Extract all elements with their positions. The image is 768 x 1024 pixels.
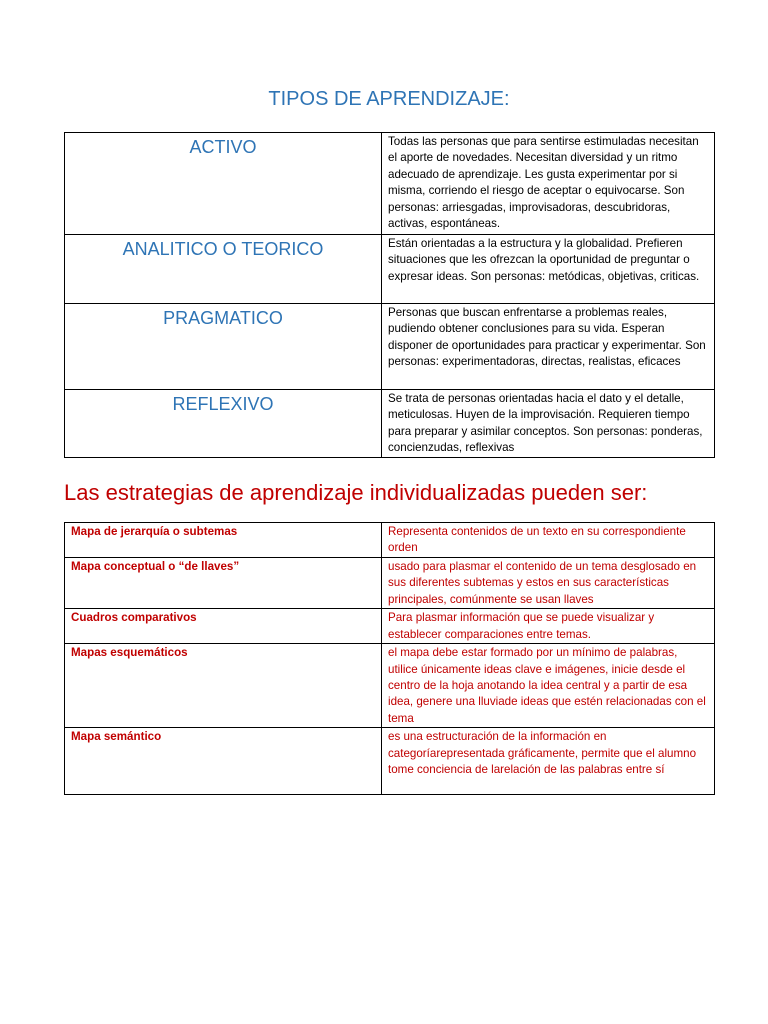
strategy-description: Para plasmar información que se puede visualizar y establecer comparaciones entre temas. (382, 609, 715, 644)
strategy-description: es una estructuración de la información en categoríarepresentada gráficamente, permite que el alumno tome conciencia de larelación de las palabras entre sí (382, 728, 715, 795)
strategy-name: Mapa conceptual o “de llaves” (65, 558, 382, 609)
strategy-description: usado para plasmar el contenido de un tema desglosado en sus diferentes subtemas y estos en sus características principales, comúnmente se usan llaves (382, 558, 715, 609)
type-name-pragmatico: PRAGMATICO (65, 304, 382, 390)
estrategias-title: Las estrategias de aprendizaje individualizadas pueden ser: (64, 480, 648, 505)
estrategias-table (64, 522, 715, 795)
table-row (65, 558, 715, 609)
type-description: Están orientadas a la estructura y la globalidad. Prefieren situaciones que les ofrezcan la oportunidad de preguntar o expresar ideas. Son personas: metódicas, objetivas, criticas. (382, 235, 715, 304)
table-row (65, 133, 715, 235)
table-row (65, 523, 715, 558)
type-description: Se trata de personas orientadas hacia el dato y el detalle, meticulosas. Huyen de la improvisación. Requieren tiempo para preparar y asimilar conceptos. Son personas: ponderas, concienzudas, reflexivas (382, 390, 715, 458)
table-row (65, 304, 715, 390)
strategy-description: el mapa debe estar formado por un mínimo de palabras, utilice únicamente ideas clave e imágenes, inicie desde el centro de la hoja anotando la idea central y a partir de esa idea, genere una lluviade ideas que estén relacionadas con el tema (382, 644, 715, 728)
type-name-activo: ACTIVO (65, 133, 382, 235)
strategy-name: Mapa semántico (65, 728, 382, 795)
type-name-reflexivo: REFLEXIVO (65, 390, 382, 458)
strategy-name: Mapas esquemáticos (65, 644, 382, 728)
strategy-description: Representa contenidos de un texto en su correspondiente orden (382, 523, 715, 558)
table-row (65, 609, 715, 644)
table-row (65, 235, 715, 304)
tipos-table (64, 132, 715, 458)
table-row (65, 390, 715, 458)
tipos-title: TIPOS DE APRENDIZAJE: (268, 88, 510, 110)
type-name-analitico: ANALITICO O TEORICO (65, 235, 382, 304)
table-row (65, 728, 715, 795)
type-description: Todas las personas que para sentirse estimuladas necesitan el aporte de novedades. Necesitan diversidad y un ritmo adecuado de aprendizaje. Les gusta experimentar por si misma, corriendo el riesgo de aceptar o equivocarse. Son personas: arriesgadas, improvisadoras, descubridoras, activas, espontáneas. (382, 133, 715, 235)
type-description: Personas que buscan enfrentarse a problemas reales, pudiendo obtener conclusiones para su vida. Esperan disponer de oportunidades para practicar y experimentar. Son personas: experimentadoras, directas, realistas, eficaces (382, 304, 715, 390)
table-row (65, 644, 715, 728)
strategy-name: Mapa de jerarquía o subtemas (65, 523, 382, 558)
strategy-name: Cuadros comparativos (65, 609, 382, 644)
